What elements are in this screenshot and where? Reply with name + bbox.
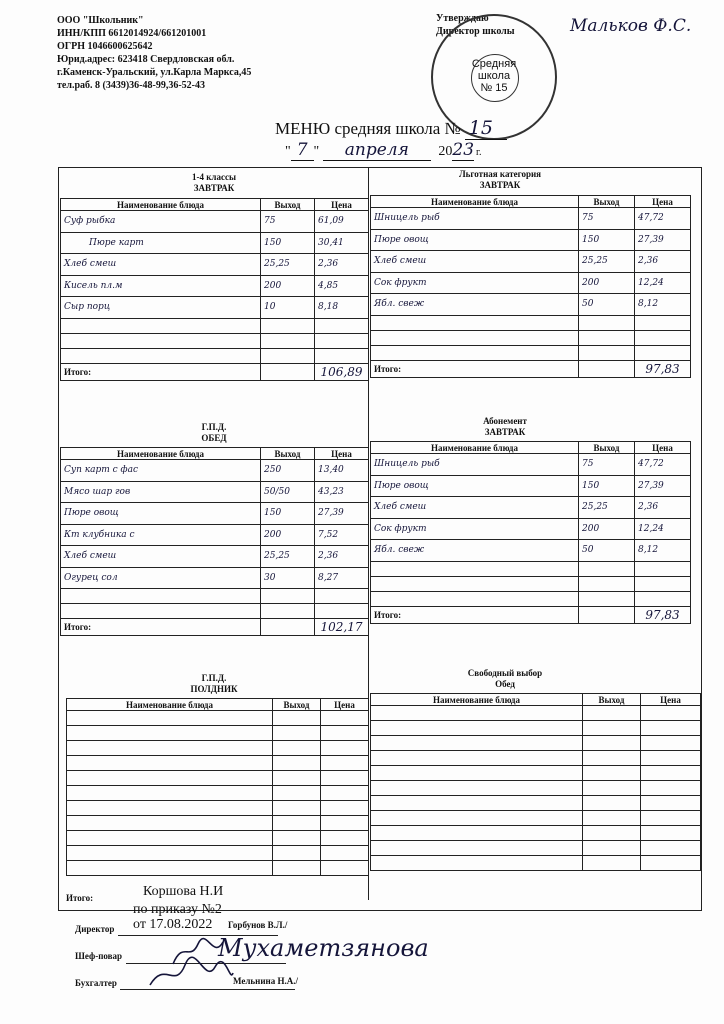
- org-ogrn: ОГРН 1046600625642: [57, 41, 153, 52]
- total-row: [371, 360, 691, 377]
- dish-name: Хлеб смеш: [61, 546, 261, 568]
- dish-yield: 25,25: [261, 254, 315, 276]
- empty-row: [67, 801, 369, 816]
- menu-date: " 7 " апреля 2023 г.: [285, 140, 482, 160]
- empty-row: [67, 741, 369, 756]
- empty-row: [371, 576, 691, 591]
- table-row: [61, 254, 369, 276]
- dish-price: 2,36: [315, 546, 369, 568]
- dish-price: 7,52: [315, 524, 369, 546]
- empty-row: [61, 348, 369, 363]
- director-signature: Мальков Ф.С.: [570, 16, 692, 36]
- dish-price: 8,12: [635, 294, 691, 316]
- empty-row: [67, 816, 369, 831]
- dish-yield: 150: [261, 503, 315, 525]
- col-yield-header: Выход: [579, 442, 635, 454]
- empty-row: [371, 856, 701, 871]
- empty-row: [371, 736, 701, 751]
- dish-price: 8,12: [635, 540, 691, 562]
- dish-price: 61,09: [315, 211, 369, 233]
- empty-row: [371, 841, 701, 856]
- dish-price: 47,72: [635, 208, 691, 230]
- section-5-caption: [60, 673, 368, 695]
- org-name: ООО "Школьник": [57, 15, 144, 26]
- col-yield-header: Выход: [579, 196, 635, 208]
- table-row: [61, 460, 369, 482]
- empty-row: [371, 751, 701, 766]
- col-yield-header: Выход: [583, 694, 641, 706]
- empty-row: [61, 589, 369, 604]
- table-row: [371, 454, 691, 476]
- empty-row: [371, 826, 701, 841]
- col-price-header: Цена: [315, 448, 369, 460]
- section-3-table: [60, 447, 369, 636]
- order-line-2: от 17.08.2022: [133, 917, 213, 932]
- total-row: [61, 363, 369, 380]
- dish-name: Ябл. свеж: [371, 540, 579, 562]
- stamp-line-3: № 15: [480, 82, 508, 94]
- dish-name: Огурец сол: [61, 567, 261, 589]
- empty-row: [67, 861, 369, 876]
- table-row: [371, 294, 691, 316]
- accountant-label: Бухгалтер: [75, 978, 117, 988]
- dish-name: Ябл. свеж: [371, 294, 579, 316]
- order-line-1: по приказу №2: [133, 902, 222, 917]
- section-2-caption: [370, 169, 630, 191]
- total-row: [61, 619, 369, 636]
- dish-yield: 10: [261, 297, 315, 319]
- org-address-line2: г.Каменск-Уральский, ул.Карла Маркса,45: [57, 67, 252, 78]
- menu-year-prefix: 20: [438, 144, 453, 159]
- accountant-name: Мельнина Н.А./: [233, 976, 298, 986]
- dish-yield: 25,25: [579, 251, 635, 273]
- section-2-meal: ЗАВТРАК: [479, 180, 521, 190]
- dish-price: 27,39: [635, 475, 691, 497]
- dish-price: 13,40: [315, 460, 369, 482]
- dish-price: 12,24: [635, 272, 691, 294]
- section-5-table: [66, 698, 369, 876]
- col-name-header: Наименование блюда: [371, 196, 579, 208]
- dish-name: Кт клубника с: [61, 524, 261, 546]
- approval-label-2: Директор школы: [436, 26, 515, 37]
- col-price-header: Цена: [635, 442, 691, 454]
- menu-title: [275, 117, 507, 139]
- table-row: [61, 211, 369, 233]
- dish-name: Сыр порц: [61, 297, 261, 319]
- dish-name: Суф рыбка: [61, 211, 261, 233]
- dish-price: 8,27: [315, 567, 369, 589]
- menu-month: апреля: [323, 140, 431, 161]
- section-4-table: [370, 441, 691, 624]
- signature-stroke: [173, 939, 223, 964]
- approval-label-1: Утверждаю: [436, 13, 489, 24]
- table-row: [371, 540, 691, 562]
- dish-price: 12,24: [635, 518, 691, 540]
- empty-row: [67, 726, 369, 741]
- director-label: Директор: [75, 924, 115, 934]
- dish-yield: 150: [579, 229, 635, 251]
- signature-name-top: Коршова Н.И: [143, 884, 224, 899]
- dish-yield: 200: [579, 518, 635, 540]
- dish-yield: 250: [261, 460, 315, 482]
- col-yield-header: Выход: [261, 448, 315, 460]
- section-6-meal: Обед: [495, 679, 515, 689]
- dish-name: Хлеб смеш: [61, 254, 261, 276]
- table-row: [61, 503, 369, 525]
- dish-yield: 75: [261, 211, 315, 233]
- total-value: 97,83: [635, 360, 691, 377]
- empty-row: [371, 766, 701, 781]
- table-row: [371, 518, 691, 540]
- section-3-title: Г.П.Д.: [201, 422, 227, 432]
- col-name-header: Наименование блюда: [61, 448, 261, 460]
- table-row: [371, 497, 691, 519]
- col-yield-header: Выход: [273, 699, 321, 711]
- dish-yield: 25,25: [579, 497, 635, 519]
- dish-yield: 150: [579, 475, 635, 497]
- section-1-title: 1-4 классы: [192, 172, 236, 182]
- dish-name: Пюре овощ: [371, 229, 579, 251]
- table-row: [61, 567, 369, 589]
- section-3-meal: ОБЕД: [201, 433, 227, 443]
- dish-price: 47,72: [635, 454, 691, 476]
- dish-yield: 25,25: [261, 546, 315, 568]
- section-1-caption: [60, 172, 368, 194]
- section-5-meal: ПОЛДНИК: [190, 684, 238, 694]
- table-row: [371, 208, 691, 230]
- col-name-header: Наименование блюда: [371, 442, 579, 454]
- empty-row: [61, 604, 369, 619]
- table-row: [371, 272, 691, 294]
- section-1-table: [60, 198, 369, 381]
- total-label: Итого:: [371, 606, 579, 623]
- empty-row: [67, 756, 369, 771]
- dish-price: 2,36: [315, 254, 369, 276]
- empty-row: [371, 330, 691, 345]
- menu-year-suffix: 23: [452, 140, 475, 160]
- empty-row: [371, 811, 701, 826]
- chef-handwriting: Мухаметзянова: [218, 934, 429, 962]
- dish-price: 43,23: [315, 481, 369, 503]
- total-value: 102,17: [315, 619, 369, 636]
- total-label: Итого:: [371, 360, 579, 377]
- dish-name: Шницель рыб: [371, 208, 579, 230]
- empty-row: [67, 846, 369, 861]
- dish-name: Пюре овощ: [61, 503, 261, 525]
- section-2-title: Льготная категория: [458, 169, 542, 179]
- empty-row: [371, 706, 701, 721]
- table-row: [371, 251, 691, 273]
- section-5-title: Г.П.Д.: [201, 673, 227, 683]
- dish-name: Пюре овощ: [371, 475, 579, 497]
- table-row: [61, 481, 369, 503]
- section-1-meal: ЗАВТРАК: [193, 183, 235, 193]
- empty-row: [61, 333, 369, 348]
- section-6-caption: [370, 668, 640, 690]
- dish-name: Сок фрукт: [371, 272, 579, 294]
- total-value: 97,83: [635, 606, 691, 623]
- total-row: [371, 606, 691, 623]
- section-4-meal: ЗАВТРАК: [484, 427, 526, 437]
- dish-yield: 75: [579, 208, 635, 230]
- stamp-line-2: школа: [477, 70, 511, 82]
- dish-price: 8,18: [315, 297, 369, 319]
- dish-name: Суп карт с фас: [61, 460, 261, 482]
- col-price-header: Цена: [635, 196, 691, 208]
- total-value: 106,89: [315, 363, 369, 380]
- chef-label: Шеф-повар: [75, 951, 123, 961]
- dish-name: Хлеб смеш: [371, 497, 579, 519]
- total-label: Итого:: [61, 619, 261, 636]
- empty-row: [67, 771, 369, 786]
- dish-yield: 50/50: [261, 481, 315, 503]
- col-yield-header: Выход: [261, 199, 315, 211]
- empty-row: [371, 561, 691, 576]
- dish-name: Пюре карт: [61, 232, 261, 254]
- menu-day: 7: [291, 140, 314, 161]
- table-row: [371, 475, 691, 497]
- dish-yield: 200: [261, 275, 315, 297]
- table-row: [61, 275, 369, 297]
- table-row: [61, 297, 369, 319]
- dish-yield: 200: [261, 524, 315, 546]
- chef-signature-scribble: [168, 932, 228, 972]
- col-price-header: Цена: [641, 694, 701, 706]
- dish-yield: 30: [261, 567, 315, 589]
- empty-row: [61, 318, 369, 333]
- dish-price: 30,41: [315, 232, 369, 254]
- dish-yield: 200: [579, 272, 635, 294]
- empty-row: [67, 711, 369, 726]
- org-header: [57, 14, 317, 92]
- table-row: [61, 524, 369, 546]
- dish-price: 27,39: [635, 229, 691, 251]
- dish-name: Сок фрукт: [371, 518, 579, 540]
- col-name-header: Наименование блюда: [67, 699, 273, 711]
- dish-yield: 150: [261, 232, 315, 254]
- dish-price: 4,85: [315, 275, 369, 297]
- table-row: [61, 546, 369, 568]
- empty-row: [371, 591, 691, 606]
- stamp-line-1: Средняя: [471, 58, 517, 70]
- col-price-header: Цена: [321, 699, 369, 711]
- col-price-header: Цена: [315, 199, 369, 211]
- dish-name: Кисель пл.м: [61, 275, 261, 297]
- dish-price: 2,36: [635, 251, 691, 273]
- dish-name: Мясо шар гов: [61, 481, 261, 503]
- dish-price: 27,39: [315, 503, 369, 525]
- org-inn: ИНН/КПП 6612014924/661201001: [57, 28, 207, 39]
- table-row: [61, 232, 369, 254]
- empty-row: [371, 781, 701, 796]
- org-address-line1: Юрид.адрес: 623418 Свердловская обл.: [57, 54, 235, 65]
- table-row: [371, 229, 691, 251]
- section-4-title: Абонемент: [483, 416, 527, 426]
- section-6-title: Свободный выбор: [467, 668, 543, 678]
- section-6-table: [370, 693, 701, 871]
- col-name-header: Наименование блюда: [371, 694, 583, 706]
- section-4-caption: [370, 416, 640, 438]
- dish-price: 2,36: [635, 497, 691, 519]
- director-name: Горбунов В.Л./: [228, 920, 288, 930]
- final-total-label: Итого:: [66, 893, 94, 903]
- section-3-caption: [60, 422, 368, 444]
- section-2-table: [370, 195, 691, 378]
- empty-row: [371, 345, 691, 360]
- stamp-text: [453, 58, 535, 94]
- empty-row: [371, 315, 691, 330]
- menu-title-text: МЕНЮ средняя школа №: [275, 119, 461, 138]
- dish-name: Шницель рыб: [371, 454, 579, 476]
- dish-yield: 75: [579, 454, 635, 476]
- empty-row: [67, 786, 369, 801]
- empty-row: [371, 721, 701, 736]
- empty-row: [67, 831, 369, 846]
- dish-yield: 50: [579, 294, 635, 316]
- empty-row: [371, 796, 701, 811]
- menu-year-end: г.: [476, 147, 482, 158]
- org-phone: тел.раб. 8 (3439)36-48-99,36-52-43: [57, 80, 206, 91]
- col-name-header: Наименование блюда: [61, 199, 261, 211]
- total-label: Итого:: [61, 363, 261, 380]
- dish-name: Хлеб смеш: [371, 251, 579, 273]
- dish-yield: 50: [579, 540, 635, 562]
- school-number: 15: [465, 117, 507, 140]
